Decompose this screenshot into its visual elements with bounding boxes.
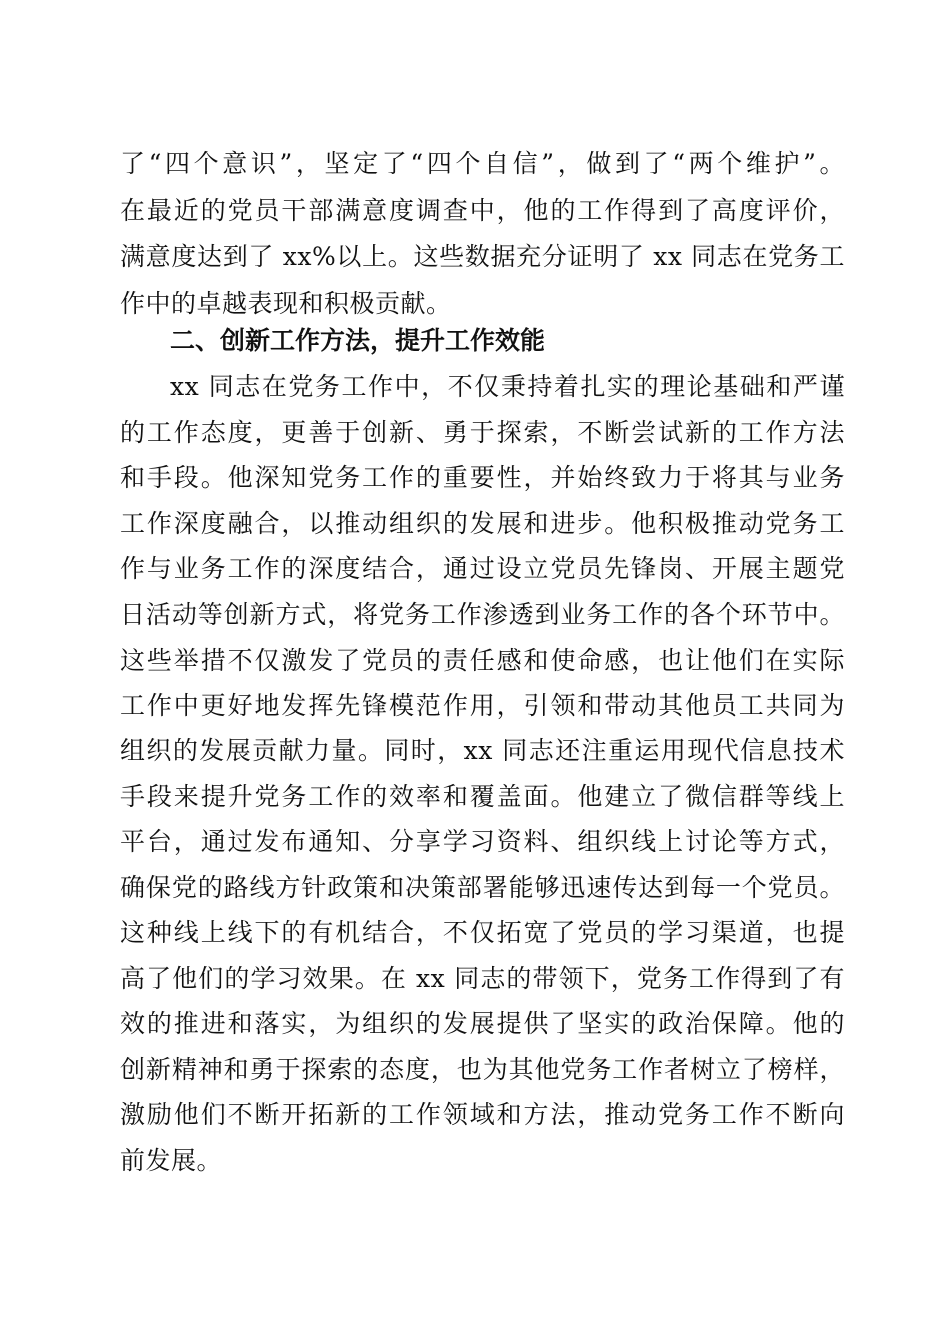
text-line: 这种线上线下的有机结合，不仅拓宽了党员的学习渠道，也提 — [120, 918, 845, 947]
text-line: 在最近的党员干部满意度调查中，他的工作得到了高度评价， — [120, 196, 845, 225]
text-line: 作与业务工作的深度结合，通过设立党员先锋岗、开展主题党 — [120, 554, 845, 583]
text-line: 满意度达到了 xx%以上。这些数据充分证明了 xx 同志在党务工 — [120, 242, 845, 271]
text-line: 激励他们不断开拓新的工作领域和方法，推动党务工作不断向 — [120, 1100, 845, 1129]
text-line: 工作深度融合，以推动组织的发展和进步。他积极推动党务工 — [120, 509, 845, 538]
text-line: 手段来提升党务工作的效率和覆盖面。他建立了微信群等线上 — [120, 782, 845, 811]
text-line: 和手段。他深知党务工作的重要性，并始终致力于将其与业务 — [120, 463, 845, 492]
text-line: 工作中更好地发挥先锋模范作用，引领和带动其他员工共同为 — [120, 691, 845, 720]
section-heading: 二、创新工作方法，提升工作效能 — [170, 326, 546, 355]
text-line: 了“四个意识”，坚定了“四个自信”，做到了“两个维护”。 — [120, 149, 845, 178]
text-line: 日活动等创新方式，将党务工作渗透到业务工作的各个环节中。 — [120, 600, 845, 629]
text-line: 平台，通过发布通知、分享学习资料、组织线上讨论等方式， — [120, 827, 845, 856]
text-line: 的工作态度，更善于创新、勇于探索，不断尝试新的工作方法 — [120, 418, 845, 447]
text-line: 效的推进和落实，为组织的发展提供了坚实的政治保障。他的 — [120, 1009, 845, 1038]
text-line: 组织的发展贡献力量。同时，xx 同志还注重运用现代信息技术 — [120, 736, 845, 765]
paragraph-first-line: xx 同志在党务工作中，不仅秉持着扎实的理论基础和严谨 — [170, 372, 845, 401]
text-line: 前发展。 — [120, 1146, 223, 1175]
text-line: 创新精神和勇于探索的态度，也为其他党务工作者树立了榜样， — [120, 1055, 845, 1084]
text-line: 这些举措不仅激发了党员的责任感和使命感，也让他们在实际 — [120, 646, 845, 675]
text-line: 确保党的路线方针政策和决策部署能够迅速传达到每一个党员。 — [120, 873, 845, 902]
text-line: 高了他们的学习效果。在 xx 同志的带领下，党务工作得到了有 — [120, 964, 845, 993]
text-line: 作中的卓越表现和积极贡献。 — [120, 289, 452, 318]
